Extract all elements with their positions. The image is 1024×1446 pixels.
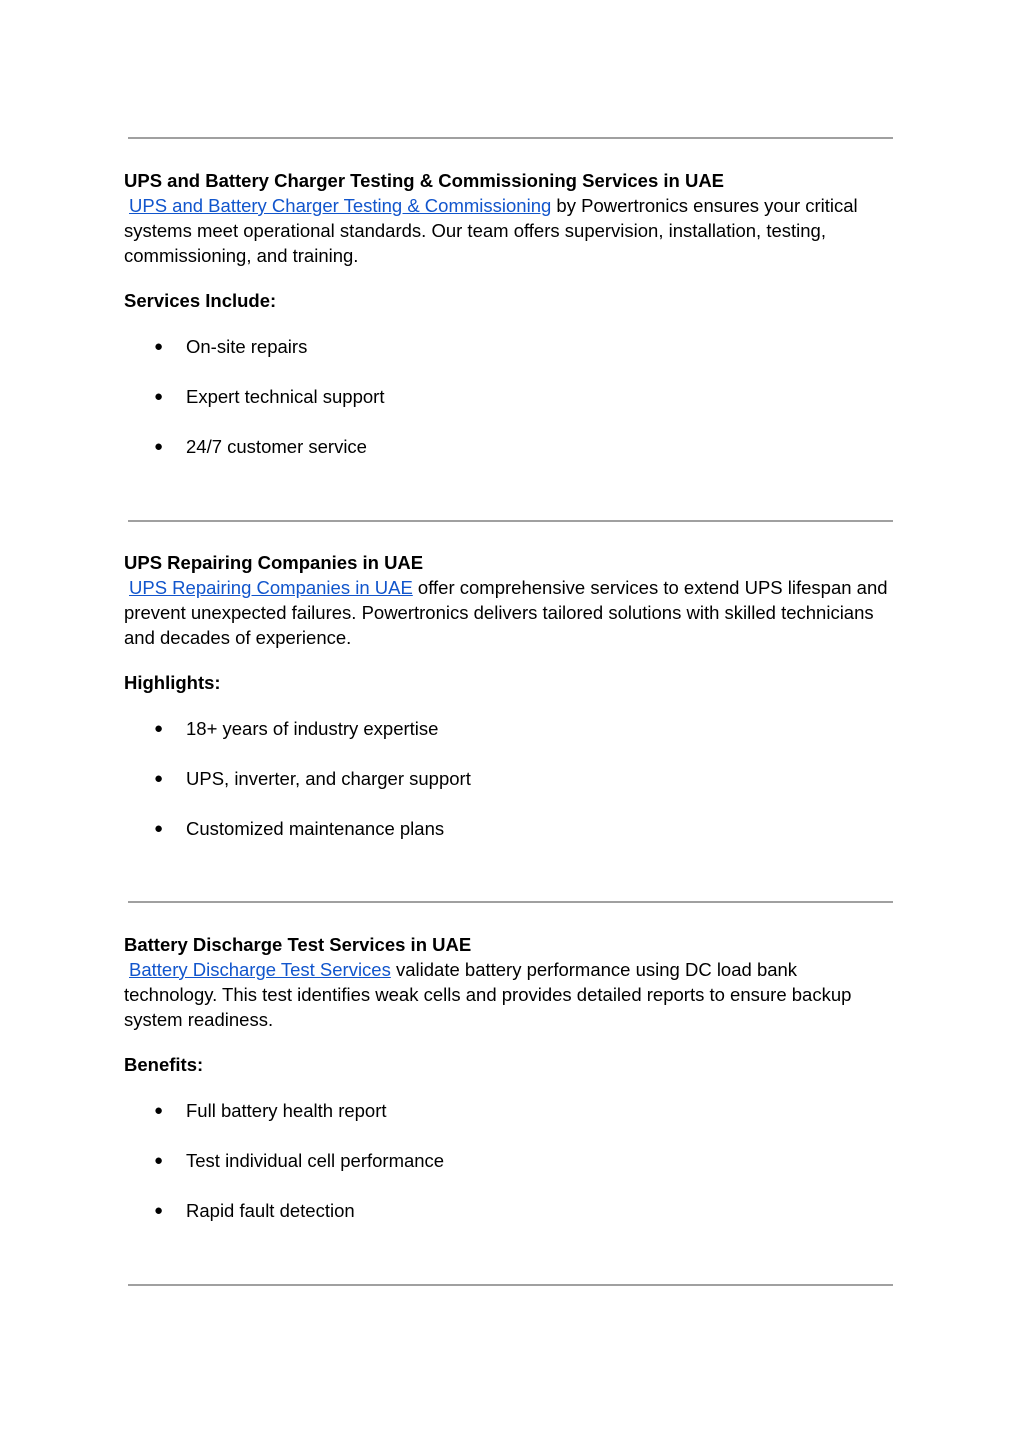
bullet-icon: ● — [154, 338, 164, 355]
list-item: ● 24/7 customer service — [154, 436, 367, 457]
ups-charger-testing-link[interactable]: UPS and Battery Charger Testing & Commissioning — [129, 195, 552, 216]
list-item: ● Customized maintenance plans — [154, 818, 445, 839]
section-ups-charger-testing — [124, 168, 894, 484]
bullet-icon: ● — [154, 820, 164, 837]
paragraph-text: validate battery performance using DC load bank technology. This test identifies weak cells and provides detailed reports to ensure backup system readiness. — [124, 959, 852, 1030]
list-item: ● UPS, inverter, and charger support — [154, 768, 471, 789]
horizontal-rule-2 — [128, 520, 893, 522]
section-title: Battery Discharge Test Services in UAE — [124, 934, 472, 955]
list-item: ● Test individual cell performance — [154, 1150, 445, 1171]
ups-repairing-link[interactable]: UPS Repairing Companies in UAE — [129, 577, 413, 598]
list-item: ● Expert technical support — [154, 386, 385, 407]
highlights-heading: Highlights: — [124, 672, 221, 693]
list-item: ● On-site repairs — [154, 336, 308, 357]
services-list — [124, 334, 894, 459]
horizontal-rule-4 — [128, 1284, 893, 1286]
battery-discharge-link[interactable]: Battery Discharge Test Services — [129, 959, 391, 980]
section-title: UPS Repairing Companies in UAE — [124, 552, 424, 573]
bullet-icon: ● — [154, 1152, 164, 1169]
bullet-icon: ● — [154, 720, 164, 737]
bullet-icon: ● — [154, 388, 164, 405]
highlights-list — [124, 716, 894, 841]
bullet-icon: ● — [154, 1202, 164, 1219]
section-title: UPS and Battery Charger Testing & Commissioning Services in UAE — [124, 170, 725, 191]
bullet-icon: ● — [154, 1102, 164, 1119]
paragraph-text: by Powertronics ensures your critical systems meet operational standards. Our team offers supervision, installation, testing, commissioning, and training. — [124, 195, 858, 266]
bullet-icon: ● — [154, 438, 164, 455]
benefits-heading: Benefits: — [124, 1054, 204, 1075]
paragraph-text: offer comprehensive services to extend UPS lifespan and prevent unexpected failures. Powertronics delivers tailored solutions with skilled technicians and decades of experience. — [124, 577, 888, 648]
list-item: ● Full battery health report — [154, 1100, 387, 1121]
benefits-list — [124, 1098, 894, 1223]
list-item: ● Rapid fault detection — [154, 1200, 355, 1221]
section-paragraph — [124, 575, 894, 650]
bullet-icon: ● — [154, 770, 164, 787]
section-battery-discharge — [124, 932, 894, 1248]
section-paragraph — [124, 957, 894, 1032]
horizontal-rule-1 — [128, 137, 893, 139]
section-paragraph — [124, 193, 894, 268]
horizontal-rule-3 — [128, 901, 893, 903]
section-ups-repairing — [124, 550, 894, 866]
services-include-heading: Services Include: — [124, 290, 277, 311]
list-item: ● 18+ years of industry expertise — [154, 718, 439, 739]
